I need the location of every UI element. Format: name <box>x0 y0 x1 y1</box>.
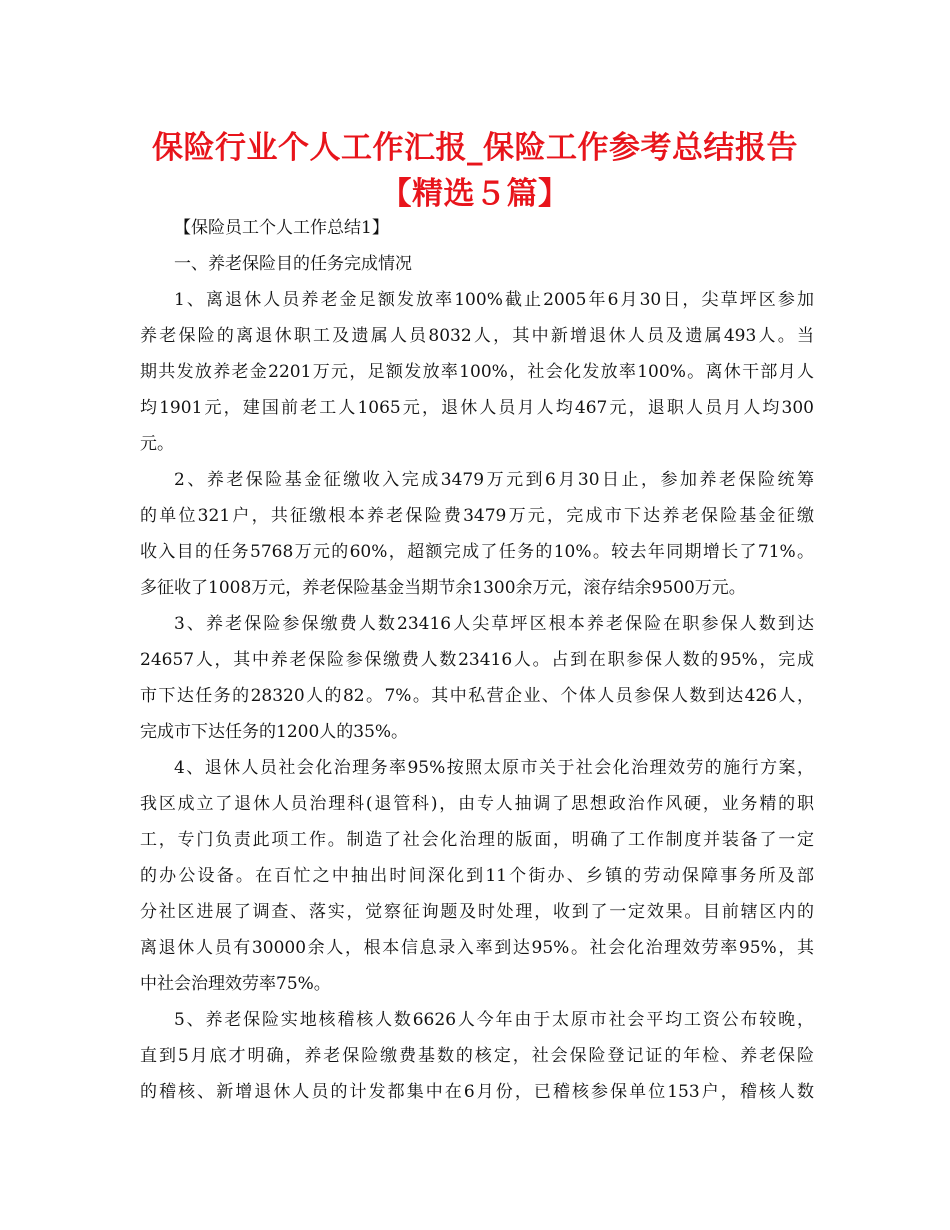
paragraph-line: 24657人，其中养老保险参保缴费人数23416人。占到在职参保人数的95%，完成 <box>140 650 814 670</box>
document-title-line-1: 保险行业个人工作汇报_保险工作参考总结报告 <box>152 130 798 166</box>
paragraph-line: 期共发放养老金2201万元，足额发放率100%，社会化发放率100%。离休干部月人 <box>140 362 814 382</box>
section-heading: 【保险员工个人工作总结1】 <box>174 218 389 238</box>
paragraph-line: 5、养老保险实地核稽核人数6626人今年由于太原市社会平均工资公布较晚， <box>174 1010 814 1030</box>
paragraph-line: 3、养老保险参保缴费人数23416人尖草坪区根本养老保险在职参保人数到达 <box>174 614 814 634</box>
paragraph-line: 的单位321户，共征缴根本养老保险费3479万元，完成市下达养老保险基金征缴 <box>140 506 814 526</box>
paragraph-line: 离退休人员有30000余人，根本信息录入率到达95%。社会化治理效劳率95%，其 <box>140 938 814 958</box>
paragraph-line: 2、养老保险基金征缴收入完成3479万元到6月30日止，参加养老保险统筹 <box>174 470 814 490</box>
paragraph-line: 均1901元，建国前老工人1065元，退休人员月人均467元，退职人员月人均300 <box>140 398 814 418</box>
paragraph-line: 市下达任务的28320人的82。7%。其中私营企业、个体人员参保人数到达426人， <box>140 686 814 706</box>
subsection-heading: 一、养老保险目的任务完成情况 <box>174 254 412 274</box>
paragraph-line: 的办公设备。在百忙之中抽出时间深化到11个街办、乡镇的劳动保障事务所及部 <box>140 866 814 886</box>
paragraph-line: 多征收了1008万元，养老保险基金当期节余1300余万元，滚存结余9500万元。 <box>140 578 746 598</box>
paragraph-line: 我区成立了退休人员治理科(退管科)，由专人抽调了思想政治作风硬，业务精的职 <box>140 794 814 814</box>
paragraph-line: 直到5月底才明确，养老保险缴费基数的核定，社会保险登记证的年检、养老保险 <box>140 1046 814 1066</box>
paragraph-line: 1、离退休人员养老金足额发放率100%截止2005年6月30日，尖草坪区参加 <box>174 290 814 310</box>
paragraph-line: 养老保险的离退休职工及遗属人员8032人，其中新增退休人员及遗属493人。当 <box>140 326 814 346</box>
paragraph-line: 中社会治理效劳率75%。 <box>140 974 331 994</box>
paragraph-line: 收入目的任务5768万元的60%，超额完成了任务的10%。较去年同期增长了71%。 <box>140 542 814 562</box>
paragraph-line: 完成市下达任务的1200人的35%。 <box>140 722 409 742</box>
paragraph-line: 工，专门负责此项工作。制造了社会化治理的版面，明确了工作制度并装备了一定 <box>140 830 814 850</box>
paragraph-line: 分社区进展了调查、落实，觉察征询题及时处理，收到了一定效果。目前辖区内的 <box>140 902 814 922</box>
paragraph-line: 的稽核、新增退休人员的计发都集中在6月份，已稽核参保单位153户，稽核人数 <box>140 1082 814 1102</box>
document-title-line-2: 【精选５篇】 <box>380 176 570 212</box>
paragraph-line: 4、退休人员社会化治理务率95%按照太原市关于社会化治理效劳的施行方案， <box>174 758 814 778</box>
paragraph-line: 元。 <box>140 434 174 454</box>
